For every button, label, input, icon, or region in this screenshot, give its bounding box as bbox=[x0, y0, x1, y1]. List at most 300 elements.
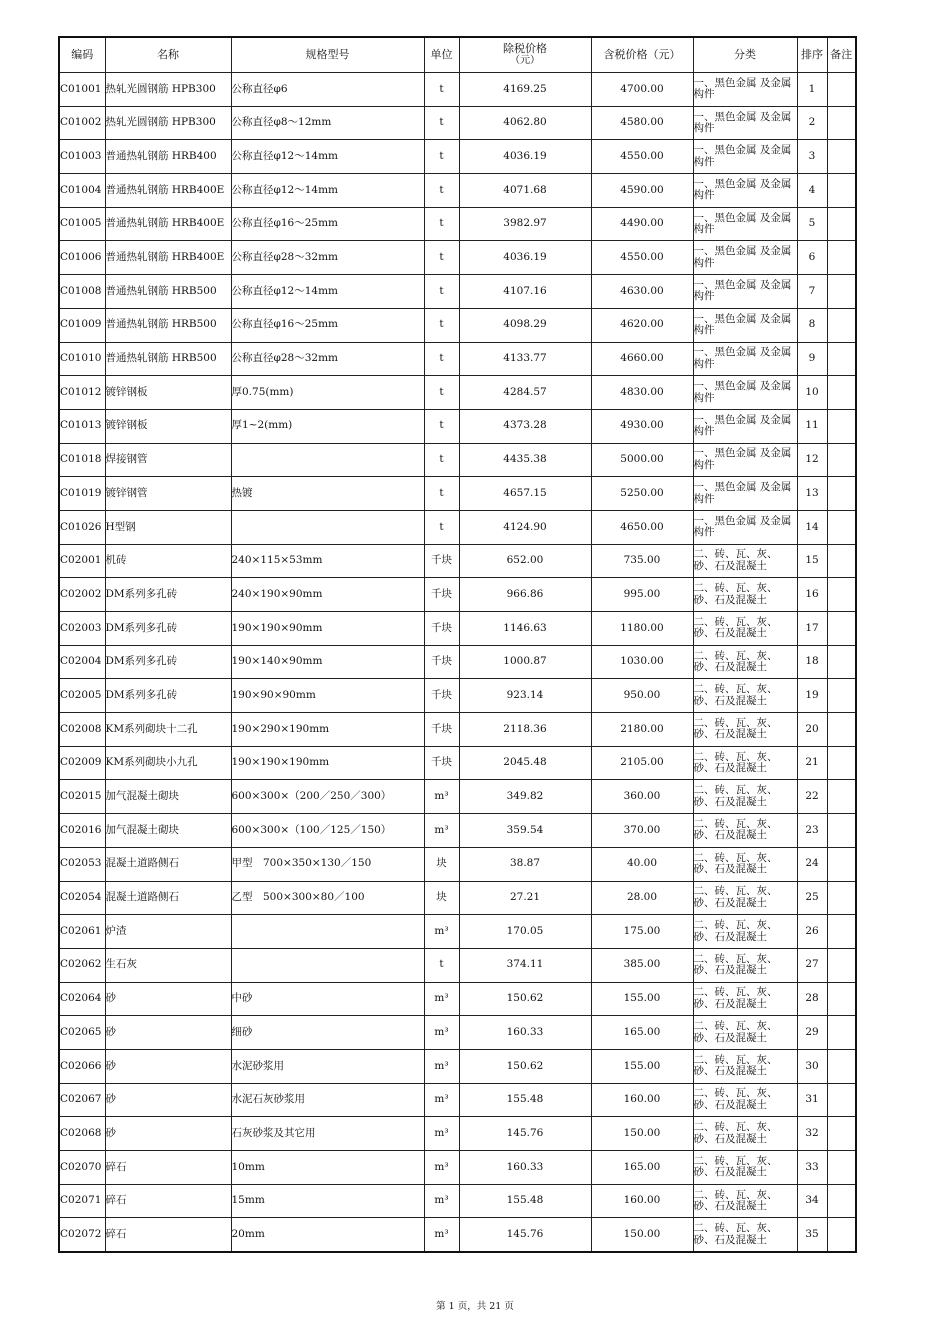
cell-name: KM系列砌块小九孔 bbox=[105, 746, 231, 780]
cell-unit: m³ bbox=[424, 1083, 459, 1117]
cell-pretax-price: 1146.63 bbox=[459, 612, 591, 646]
cell-unit: m³ bbox=[424, 1117, 459, 1151]
cell-code: C02064 bbox=[59, 982, 105, 1016]
cell-name: 炉渣 bbox=[105, 915, 231, 949]
cell-unit: t bbox=[424, 510, 459, 544]
cell-remark bbox=[827, 881, 856, 915]
cell-order: 4 bbox=[797, 174, 827, 208]
cell-taxed-price: 4660.00 bbox=[591, 342, 693, 376]
cell-category: 二、砖、瓦、灰、 砂、石及混凝土 bbox=[693, 1218, 797, 1252]
cell-name: 镀锌钢板 bbox=[105, 409, 231, 443]
cell-spec: 600×300×（200／250／300） bbox=[231, 780, 424, 814]
cell-remark bbox=[827, 140, 856, 174]
cell-unit: t bbox=[424, 106, 459, 140]
cell-code: C01006 bbox=[59, 241, 105, 275]
cell-unit: t bbox=[424, 275, 459, 309]
cell-taxed-price: 950.00 bbox=[591, 679, 693, 713]
cell-category: 二、砖、瓦、灰、 砂、石及混凝土 bbox=[693, 881, 797, 915]
cell-spec: 190×190×190mm bbox=[231, 746, 424, 780]
cell-order: 30 bbox=[797, 1049, 827, 1083]
cell-taxed-price: 165.00 bbox=[591, 1016, 693, 1050]
cell-remark bbox=[827, 1016, 856, 1050]
cell-unit: m³ bbox=[424, 1184, 459, 1218]
cell-unit: t bbox=[424, 140, 459, 174]
cell-order: 25 bbox=[797, 881, 827, 915]
cell-order: 23 bbox=[797, 814, 827, 848]
cell-spec: 190×190×90mm bbox=[231, 612, 424, 646]
cell-unit: m³ bbox=[424, 1218, 459, 1252]
cell-pretax-price: 349.82 bbox=[459, 780, 591, 814]
cell-order: 1 bbox=[797, 73, 827, 107]
table-body bbox=[59, 73, 856, 1253]
cell-unit: t bbox=[424, 174, 459, 208]
cell-category: 二、砖、瓦、灰、 砂、石及混凝土 bbox=[693, 1049, 797, 1083]
cell-name: 碎石 bbox=[105, 1184, 231, 1218]
cell-category: 一、黑色金属 及金属构件 bbox=[693, 207, 797, 241]
cell-code: C02072 bbox=[59, 1218, 105, 1252]
cell-category: 一、黑色金属 及金属构件 bbox=[693, 241, 797, 275]
cell-unit: 千块 bbox=[424, 713, 459, 747]
cell-unit: 千块 bbox=[424, 645, 459, 679]
cell-pretax-price: 4124.90 bbox=[459, 510, 591, 544]
cell-name: 焊接钢管 bbox=[105, 443, 231, 477]
cell-remark bbox=[827, 376, 856, 410]
table-row bbox=[59, 746, 856, 780]
table-row bbox=[59, 275, 856, 309]
cell-code: C01026 bbox=[59, 510, 105, 544]
cell-name: DM系列多孔砖 bbox=[105, 612, 231, 646]
table-row bbox=[59, 510, 856, 544]
table-row bbox=[59, 1083, 856, 1117]
table-row bbox=[59, 1016, 856, 1050]
cell-pretax-price: 160.33 bbox=[459, 1151, 591, 1185]
cell-remark bbox=[827, 915, 856, 949]
cell-order: 11 bbox=[797, 409, 827, 443]
cell-category: 一、黑色金属 及金属构件 bbox=[693, 477, 797, 511]
col-header-pretax-line1: 除税价格 bbox=[503, 42, 547, 55]
cell-taxed-price: 160.00 bbox=[591, 1184, 693, 1218]
table-row bbox=[59, 645, 856, 679]
cell-spec bbox=[231, 510, 424, 544]
cell-unit: t bbox=[424, 73, 459, 107]
cell-remark bbox=[827, 73, 856, 107]
cell-taxed-price: 5000.00 bbox=[591, 443, 693, 477]
table-header-row bbox=[59, 37, 856, 73]
cell-unit: m³ bbox=[424, 780, 459, 814]
cell-remark bbox=[827, 612, 856, 646]
cell-remark bbox=[827, 578, 856, 612]
cell-pretax-price: 27.21 bbox=[459, 881, 591, 915]
cell-code: C02009 bbox=[59, 746, 105, 780]
cell-category: 二、砖、瓦、灰、 砂、石及混凝土 bbox=[693, 1117, 797, 1151]
cell-code: C02016 bbox=[59, 814, 105, 848]
cell-name: 混凝土道路侧石 bbox=[105, 881, 231, 915]
cell-taxed-price: 4550.00 bbox=[591, 140, 693, 174]
cell-category: 一、黑色金属 及金属构件 bbox=[693, 409, 797, 443]
cell-taxed-price: 2105.00 bbox=[591, 746, 693, 780]
price-table bbox=[58, 36, 857, 1253]
col-header-order: 排序 bbox=[797, 37, 827, 73]
cell-pretax-price: 374.11 bbox=[459, 948, 591, 982]
cell-category: 一、黑色金属 及金属构件 bbox=[693, 174, 797, 208]
cell-remark bbox=[827, 106, 856, 140]
cell-unit: t bbox=[424, 207, 459, 241]
page-footer: 第 1 页，共 21 页 bbox=[436, 1301, 514, 1312]
cell-code: C01004 bbox=[59, 174, 105, 208]
cell-name: DM系列多孔砖 bbox=[105, 679, 231, 713]
cell-remark bbox=[827, 982, 856, 1016]
cell-code: C02067 bbox=[59, 1083, 105, 1117]
cell-remark bbox=[827, 1083, 856, 1117]
cell-category: 一、黑色金属 及金属构件 bbox=[693, 443, 797, 477]
cell-category: 二、砖、瓦、灰、 砂、石及混凝土 bbox=[693, 1016, 797, 1050]
cell-spec: 公称直径φ28～32mm bbox=[231, 342, 424, 376]
cell-name: 普通热轧钢筋 HRB500 bbox=[105, 308, 231, 342]
cell-pretax-price: 155.48 bbox=[459, 1083, 591, 1117]
table-row bbox=[59, 308, 856, 342]
cell-code: C02003 bbox=[59, 612, 105, 646]
cell-code: C01010 bbox=[59, 342, 105, 376]
cell-remark bbox=[827, 409, 856, 443]
cell-unit: m³ bbox=[424, 814, 459, 848]
cell-taxed-price: 370.00 bbox=[591, 814, 693, 848]
cell-spec: 190×140×90mm bbox=[231, 645, 424, 679]
col-header-pretax bbox=[459, 37, 591, 73]
cell-pretax-price: 145.76 bbox=[459, 1218, 591, 1252]
cell-code: C01018 bbox=[59, 443, 105, 477]
cell-remark bbox=[827, 275, 856, 309]
table-row bbox=[59, 982, 856, 1016]
cell-category: 二、砖、瓦、灰、 砂、石及混凝土 bbox=[693, 814, 797, 848]
table-row bbox=[59, 1218, 856, 1252]
cell-unit: t bbox=[424, 241, 459, 275]
cell-code: C01009 bbox=[59, 308, 105, 342]
cell-name: 普通热轧钢筋 HRB500 bbox=[105, 342, 231, 376]
cell-pretax-price: 2045.48 bbox=[459, 746, 591, 780]
cell-category: 二、砖、瓦、灰、 砂、石及混凝土 bbox=[693, 948, 797, 982]
cell-category: 二、砖、瓦、灰、 砂、石及混凝土 bbox=[693, 780, 797, 814]
cell-name: 砂 bbox=[105, 982, 231, 1016]
col-header-name: 名称 bbox=[105, 37, 231, 73]
cell-order: 3 bbox=[797, 140, 827, 174]
cell-taxed-price: 360.00 bbox=[591, 780, 693, 814]
table-row bbox=[59, 1049, 856, 1083]
cell-order: 29 bbox=[797, 1016, 827, 1050]
cell-name: 砂 bbox=[105, 1083, 231, 1117]
cell-code: C01002 bbox=[59, 106, 105, 140]
cell-category: 二、砖、瓦、灰、 砂、石及混凝土 bbox=[693, 612, 797, 646]
cell-spec: 公称直径φ16～25mm bbox=[231, 308, 424, 342]
cell-taxed-price: 155.00 bbox=[591, 1049, 693, 1083]
cell-taxed-price: 4930.00 bbox=[591, 409, 693, 443]
table-row bbox=[59, 948, 856, 982]
cell-taxed-price: 40.00 bbox=[591, 847, 693, 881]
cell-order: 28 bbox=[797, 982, 827, 1016]
cell-pretax-price: 160.33 bbox=[459, 1016, 591, 1050]
cell-name: 普通热轧钢筋 HRB400 bbox=[105, 140, 231, 174]
cell-remark bbox=[827, 645, 856, 679]
cell-order: 14 bbox=[797, 510, 827, 544]
cell-category: 一、黑色金属 及金属构件 bbox=[693, 73, 797, 107]
cell-remark bbox=[827, 1049, 856, 1083]
cell-spec: 公称直径φ8～12mm bbox=[231, 106, 424, 140]
cell-category: 二、砖、瓦、灰、 砂、石及混凝土 bbox=[693, 544, 797, 578]
cell-name: 普通热轧钢筋 HRB500 bbox=[105, 275, 231, 309]
cell-pretax-price: 652.00 bbox=[459, 544, 591, 578]
cell-remark bbox=[827, 679, 856, 713]
cell-order: 6 bbox=[797, 241, 827, 275]
cell-category: 二、砖、瓦、灰、 砂、石及混凝土 bbox=[693, 679, 797, 713]
cell-category: 一、黑色金属 及金属构件 bbox=[693, 342, 797, 376]
col-header-unit: 单位 bbox=[424, 37, 459, 73]
cell-pretax-price: 4435.38 bbox=[459, 443, 591, 477]
cell-order: 35 bbox=[797, 1218, 827, 1252]
cell-spec bbox=[231, 915, 424, 949]
cell-taxed-price: 1180.00 bbox=[591, 612, 693, 646]
cell-remark bbox=[827, 174, 856, 208]
cell-remark bbox=[827, 847, 856, 881]
cell-remark bbox=[827, 713, 856, 747]
cell-taxed-price: 160.00 bbox=[591, 1083, 693, 1117]
cell-name: 普通热轧钢筋 HRB400E bbox=[105, 174, 231, 208]
cell-remark bbox=[827, 1151, 856, 1185]
table-row bbox=[59, 814, 856, 848]
cell-unit: m³ bbox=[424, 1151, 459, 1185]
cell-code: C02071 bbox=[59, 1184, 105, 1218]
cell-remark bbox=[827, 1184, 856, 1218]
cell-pretax-price: 4071.68 bbox=[459, 174, 591, 208]
cell-category: 一、黑色金属 及金属构件 bbox=[693, 376, 797, 410]
cell-spec: 公称直径φ12～14mm bbox=[231, 275, 424, 309]
cell-order: 8 bbox=[797, 308, 827, 342]
cell-name: 加气混凝土砌块 bbox=[105, 814, 231, 848]
cell-taxed-price: 4700.00 bbox=[591, 73, 693, 107]
cell-unit: 千块 bbox=[424, 679, 459, 713]
cell-code: C02053 bbox=[59, 847, 105, 881]
table-row bbox=[59, 544, 856, 578]
cell-code: C02008 bbox=[59, 713, 105, 747]
cell-remark bbox=[827, 342, 856, 376]
cell-remark bbox=[827, 814, 856, 848]
table-row bbox=[59, 409, 856, 443]
table-row bbox=[59, 679, 856, 713]
cell-code: C01005 bbox=[59, 207, 105, 241]
table-row bbox=[59, 881, 856, 915]
cell-remark bbox=[827, 308, 856, 342]
cell-spec: 240×190×90mm bbox=[231, 578, 424, 612]
cell-name: H型钢 bbox=[105, 510, 231, 544]
cell-pretax-price: 4373.28 bbox=[459, 409, 591, 443]
cell-spec: 公称直径φ28～32mm bbox=[231, 241, 424, 275]
cell-spec: 10mm bbox=[231, 1151, 424, 1185]
cell-pretax-price: 4098.29 bbox=[459, 308, 591, 342]
col-header-remark: 备注 bbox=[827, 37, 856, 73]
cell-pretax-price: 4657.15 bbox=[459, 477, 591, 511]
cell-order: 15 bbox=[797, 544, 827, 578]
col-header-category: 分类 bbox=[693, 37, 797, 73]
cell-pretax-price: 4062.80 bbox=[459, 106, 591, 140]
cell-pretax-price: 2118.36 bbox=[459, 713, 591, 747]
cell-name: 碎石 bbox=[105, 1151, 231, 1185]
cell-taxed-price: 175.00 bbox=[591, 915, 693, 949]
cell-pretax-price: 4169.25 bbox=[459, 73, 591, 107]
cell-category: 二、砖、瓦、灰、 砂、石及混凝土 bbox=[693, 915, 797, 949]
cell-code: C01001 bbox=[59, 73, 105, 107]
cell-pretax-price: 4036.19 bbox=[459, 241, 591, 275]
cell-category: 二、砖、瓦、灰、 砂、石及混凝土 bbox=[693, 847, 797, 881]
cell-name: 混凝土道路侧石 bbox=[105, 847, 231, 881]
table-row bbox=[59, 1117, 856, 1151]
cell-category: 一、黑色金属 及金属构件 bbox=[693, 510, 797, 544]
cell-unit: m³ bbox=[424, 982, 459, 1016]
cell-code: C01003 bbox=[59, 140, 105, 174]
cell-code: C02004 bbox=[59, 645, 105, 679]
cell-unit: t bbox=[424, 409, 459, 443]
cell-code: C01012 bbox=[59, 376, 105, 410]
table-row bbox=[59, 847, 856, 881]
cell-taxed-price: 385.00 bbox=[591, 948, 693, 982]
table-row bbox=[59, 73, 856, 107]
table-row bbox=[59, 1151, 856, 1185]
cell-taxed-price: 155.00 bbox=[591, 982, 693, 1016]
cell-code: C02002 bbox=[59, 578, 105, 612]
cell-taxed-price: 5250.00 bbox=[591, 477, 693, 511]
cell-name: 砂 bbox=[105, 1117, 231, 1151]
cell-name: 热轧光圆钢筋 HPB300 bbox=[105, 73, 231, 107]
cell-order: 16 bbox=[797, 578, 827, 612]
cell-spec: 厚0.75(mm) bbox=[231, 376, 424, 410]
cell-order: 13 bbox=[797, 477, 827, 511]
cell-order: 17 bbox=[797, 612, 827, 646]
col-header-spec: 规格型号 bbox=[231, 37, 424, 73]
table-row bbox=[59, 578, 856, 612]
cell-order: 2 bbox=[797, 106, 827, 140]
cell-pretax-price: 4036.19 bbox=[459, 140, 591, 174]
cell-category: 二、砖、瓦、灰、 砂、石及混凝土 bbox=[693, 578, 797, 612]
cell-taxed-price: 735.00 bbox=[591, 544, 693, 578]
cell-taxed-price: 4620.00 bbox=[591, 308, 693, 342]
cell-spec: 190×90×90mm bbox=[231, 679, 424, 713]
cell-order: 22 bbox=[797, 780, 827, 814]
cell-taxed-price: 4580.00 bbox=[591, 106, 693, 140]
cell-spec: 公称直径φ12～14mm bbox=[231, 174, 424, 208]
table-row bbox=[59, 241, 856, 275]
cell-remark bbox=[827, 746, 856, 780]
table-row bbox=[59, 915, 856, 949]
cell-order: 12 bbox=[797, 443, 827, 477]
cell-taxed-price: 165.00 bbox=[591, 1151, 693, 1185]
cell-name: 加气混凝土砌块 bbox=[105, 780, 231, 814]
cell-remark bbox=[827, 948, 856, 982]
cell-pretax-price: 1000.87 bbox=[459, 645, 591, 679]
cell-unit: t bbox=[424, 342, 459, 376]
cell-code: C02068 bbox=[59, 1117, 105, 1151]
cell-code: C02066 bbox=[59, 1049, 105, 1083]
cell-pretax-price: 4133.77 bbox=[459, 342, 591, 376]
cell-code: C02005 bbox=[59, 679, 105, 713]
table-row bbox=[59, 477, 856, 511]
cell-pretax-price: 4284.57 bbox=[459, 376, 591, 410]
cell-unit: 千块 bbox=[424, 578, 459, 612]
cell-name: 普通热轧钢筋 HRB400E bbox=[105, 241, 231, 275]
cell-spec: 石灰砂浆及其它用 bbox=[231, 1117, 424, 1151]
cell-remark bbox=[827, 477, 856, 511]
cell-unit: 千块 bbox=[424, 746, 459, 780]
cell-unit: m³ bbox=[424, 915, 459, 949]
cell-name: DM系列多孔砖 bbox=[105, 578, 231, 612]
cell-code: C02065 bbox=[59, 1016, 105, 1050]
cell-spec: 240×115×53mm bbox=[231, 544, 424, 578]
cell-order: 18 bbox=[797, 645, 827, 679]
cell-spec: 600×300×（100／125／150） bbox=[231, 814, 424, 848]
cell-name: DM系列多孔砖 bbox=[105, 645, 231, 679]
cell-remark bbox=[827, 510, 856, 544]
table-row bbox=[59, 376, 856, 410]
cell-category: 一、黑色金属 及金属构件 bbox=[693, 106, 797, 140]
cell-spec: 水泥砂浆用 bbox=[231, 1049, 424, 1083]
table-row bbox=[59, 140, 856, 174]
cell-spec: 乙型 500×300×80／100 bbox=[231, 881, 424, 915]
cell-taxed-price: 4550.00 bbox=[591, 241, 693, 275]
cell-category: 二、砖、瓦、灰、 砂、石及混凝土 bbox=[693, 713, 797, 747]
cell-name: 砂 bbox=[105, 1049, 231, 1083]
cell-unit: t bbox=[424, 443, 459, 477]
cell-taxed-price: 4830.00 bbox=[591, 376, 693, 410]
cell-pretax-price: 150.62 bbox=[459, 982, 591, 1016]
cell-pretax-price: 4107.16 bbox=[459, 275, 591, 309]
table-row bbox=[59, 1184, 856, 1218]
cell-unit: m³ bbox=[424, 1016, 459, 1050]
cell-pretax-price: 150.62 bbox=[459, 1049, 591, 1083]
cell-name: 镀锌钢板 bbox=[105, 376, 231, 410]
cell-pretax-price: 3982.97 bbox=[459, 207, 591, 241]
table-row bbox=[59, 174, 856, 208]
cell-spec: 厚1~2(mm) bbox=[231, 409, 424, 443]
cell-taxed-price: 150.00 bbox=[591, 1218, 693, 1252]
cell-spec: 公称直径φ16～25mm bbox=[231, 207, 424, 241]
cell-order: 31 bbox=[797, 1083, 827, 1117]
cell-code: C01013 bbox=[59, 409, 105, 443]
cell-taxed-price: 995.00 bbox=[591, 578, 693, 612]
cell-code: C02062 bbox=[59, 948, 105, 982]
cell-order: 27 bbox=[797, 948, 827, 982]
cell-order: 24 bbox=[797, 847, 827, 881]
cell-pretax-price: 170.05 bbox=[459, 915, 591, 949]
cell-order: 19 bbox=[797, 679, 827, 713]
cell-spec: 中砂 bbox=[231, 982, 424, 1016]
cell-pretax-price: 923.14 bbox=[459, 679, 591, 713]
cell-category: 二、砖、瓦、灰、 砂、石及混凝土 bbox=[693, 1184, 797, 1218]
cell-unit: 块 bbox=[424, 881, 459, 915]
col-header-code: 编码 bbox=[59, 37, 105, 73]
cell-remark bbox=[827, 1218, 856, 1252]
col-header-taxed: 含税价格（元） bbox=[591, 37, 693, 73]
cell-spec: 20mm bbox=[231, 1218, 424, 1252]
cell-remark bbox=[827, 1117, 856, 1151]
cell-pretax-price: 359.54 bbox=[459, 814, 591, 848]
cell-category: 二、砖、瓦、灰、 砂、石及混凝土 bbox=[693, 1151, 797, 1185]
cell-unit: t bbox=[424, 308, 459, 342]
cell-unit: m³ bbox=[424, 1049, 459, 1083]
cell-order: 21 bbox=[797, 746, 827, 780]
cell-name: 生石灰 bbox=[105, 948, 231, 982]
cell-unit: 千块 bbox=[424, 544, 459, 578]
cell-order: 34 bbox=[797, 1184, 827, 1218]
cell-spec bbox=[231, 948, 424, 982]
table-row bbox=[59, 780, 856, 814]
cell-unit: 块 bbox=[424, 847, 459, 881]
cell-taxed-price: 28.00 bbox=[591, 881, 693, 915]
